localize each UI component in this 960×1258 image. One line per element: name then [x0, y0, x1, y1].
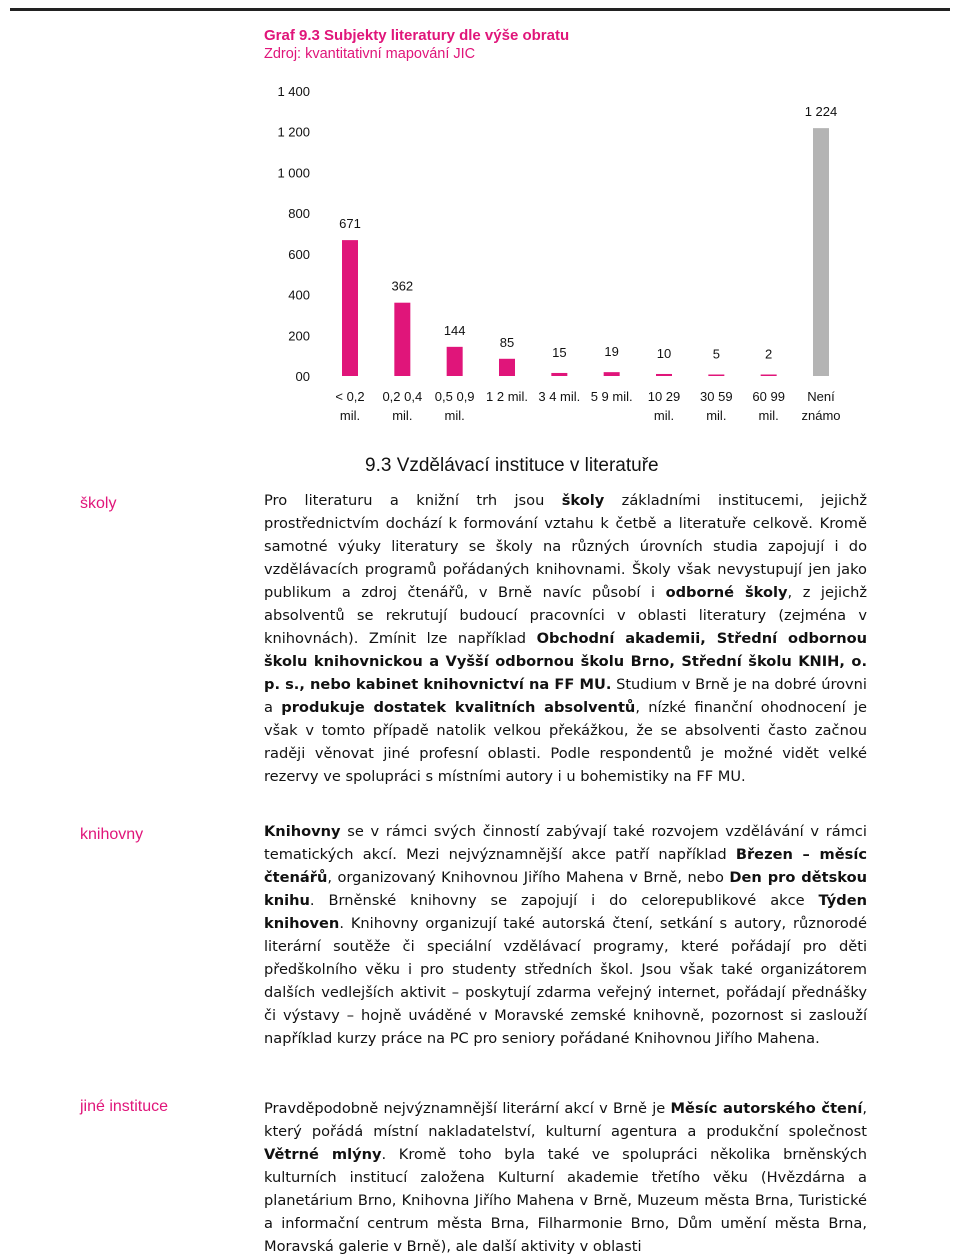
paragraph-skoly: Pro literaturu a knižní trh jsou školy základními institucemi, jejichž prostřednictvím dochází k formování vztahu k četbě a literatuře celkově. Kromě samotné výuky literatury se školy na různých úrovních studia zapojují i do vzdělávacích programů pořádaných knihovnami. Školy však nevystupují jen jako publikum a zdroj čtenářů, v Brně navíc působí i odborné školy, z jejichž absolventů se rekrutují budoucí pracovníci v oblasti literatury (zejména v knihovnách). Zmínit lze například Obchodní akademii, Střední odbornou školu knihovnickou a Vyšší odbornou školu Brno, Střední školu KNIH, o. p. s., nebo kabinet knihovnictví na FF MU. Studium v Brně je na dobré úrovni a produkuje dostatek kvalitních absolventů, nízké finanční ohodnocení je však v tomto případě natolik velkou překážkou, že se absolventi často začnou raději věnovat jiné profesní oblasti. Podle respondentů je možné vidět velké rezervy ve spolupráci s místními autory i u bohemistiky na FF MU.: [264, 492, 867, 785]
y-tick-label: 800: [288, 206, 310, 222]
data-label: 671: [339, 216, 361, 232]
x-tick-label: 0,5 0,9: [434, 389, 475, 404]
x-tick-label: známo: [801, 408, 841, 423]
data-label: 19: [604, 344, 619, 360]
paragraph-jine-instituce: Pravděpodobně nejvýznamnější literární akcí v Brně je Měsíc autorského čtení, který pořádá místní nakladatelství, kulturní agentura a produkční společnost Větrné mlýny. Kromě toho byla také ve spolupráci několika brněnských kulturních institucí založena Kulturní akademie třetího věku (Hvězdárna a planetárium Brno, Knihovna Jiřího Mahena v Brně, Muzeum města Brna, Turistické a informační centrum města Brna, Filharmonie Brno, Dům umění města Brna, Moravská galerie v Brně), ale další aktivity v oblasti: [264, 1100, 868, 1255]
bar: [813, 128, 829, 376]
y-tick-label: 1 400: [277, 84, 310, 99]
x-tick-label: mil.: [706, 408, 727, 423]
data-label: 362: [391, 278, 414, 294]
x-tick-label: mil.: [392, 408, 413, 423]
x-tick-label: mil.: [653, 408, 675, 423]
bar: [342, 240, 358, 376]
y-tick-label: 400: [288, 287, 310, 303]
data-label: 10: [656, 345, 672, 361]
data-label: 2: [765, 346, 773, 362]
bar: [551, 373, 567, 376]
side-label-knihovny: knihovny: [80, 826, 144, 843]
data-label: 5: [712, 346, 720, 362]
x-tick-label: mil.: [758, 408, 779, 423]
bar: [604, 372, 620, 376]
x-tick-label: mil.: [339, 408, 361, 423]
side-label-skoly: školy: [80, 495, 117, 512]
x-tick-label: Není: [807, 389, 835, 404]
chart-source: Zdroj: kvantitativní mapování JIC: [264, 46, 476, 62]
y-tick-label: 1 200: [277, 124, 310, 140]
side-label-jine-instituce: jiné instituce: [80, 1098, 169, 1115]
chart-title: Graf 9.3 Subjekty literatury dle výše obratu: [264, 27, 570, 44]
bar: [656, 374, 672, 376]
bar: [761, 375, 777, 377]
x-tick-label: 3 4 mil.: [538, 389, 581, 404]
x-tick-label: 60 99: [752, 389, 785, 404]
section-heading: 9.3 Vzdělávací instituce v literatuře: [365, 455, 659, 476]
x-tick-label: mil.: [444, 408, 465, 423]
data-label: 144: [443, 322, 466, 338]
data-label: 15: [552, 344, 567, 360]
y-tick-label: 1 000: [277, 165, 310, 181]
data-label: 85: [499, 334, 515, 350]
x-tick-label: 10 29: [647, 389, 681, 404]
bar-chart: [0, 0, 960, 440]
y-tick-label: 00: [295, 369, 310, 384]
bar: [394, 303, 410, 376]
x-tick-label: 5 9 mil.: [590, 389, 633, 404]
paragraph-knihovny: Knihovny se v rámci svých činností zabývají také rozvojem vzdělávání v rámci tematických akcí. Mezi nejvýznamnější akce patří například Březen – měsíc čtenářů, organizovaný Knihovnou Jiřího Mahena v Brně, nebo Den pro dětskou knihu. Brněnské knihovny se zapojují i do celorepublikové akce Týden knihoven. Knihovny organizují také autorská čtení, setkání s autory, různorodé literární soutěže či speciální vzdělávací programy, které pořádají pro děti předškolního věku i pro studenty středních škol. Jsou však také organizátorem dalších vedlejších aktivit – poskytují zdarma veřejný internet, pořádají přednášky či výstavy – hojně uváděné v Moravské zemské knihovně, pozornost si zaslouží například kurzy práce na PC pro seniory pořádané Knihovnou Jiřího Mahena.: [264, 823, 868, 1047]
bar: [708, 375, 724, 377]
y-tick-label: 600: [288, 246, 310, 262]
bar: [447, 347, 463, 376]
x-tick-label: 1 2 mil.: [486, 389, 528, 404]
x-tick-label: 30 59: [700, 389, 733, 404]
data-label: 1 224: [804, 104, 838, 120]
x-tick-label: < 0,2: [335, 389, 365, 404]
x-tick-label: 0,2 0,4: [382, 389, 423, 404]
y-tick-label: 200: [288, 328, 310, 344]
bar: [499, 359, 515, 376]
